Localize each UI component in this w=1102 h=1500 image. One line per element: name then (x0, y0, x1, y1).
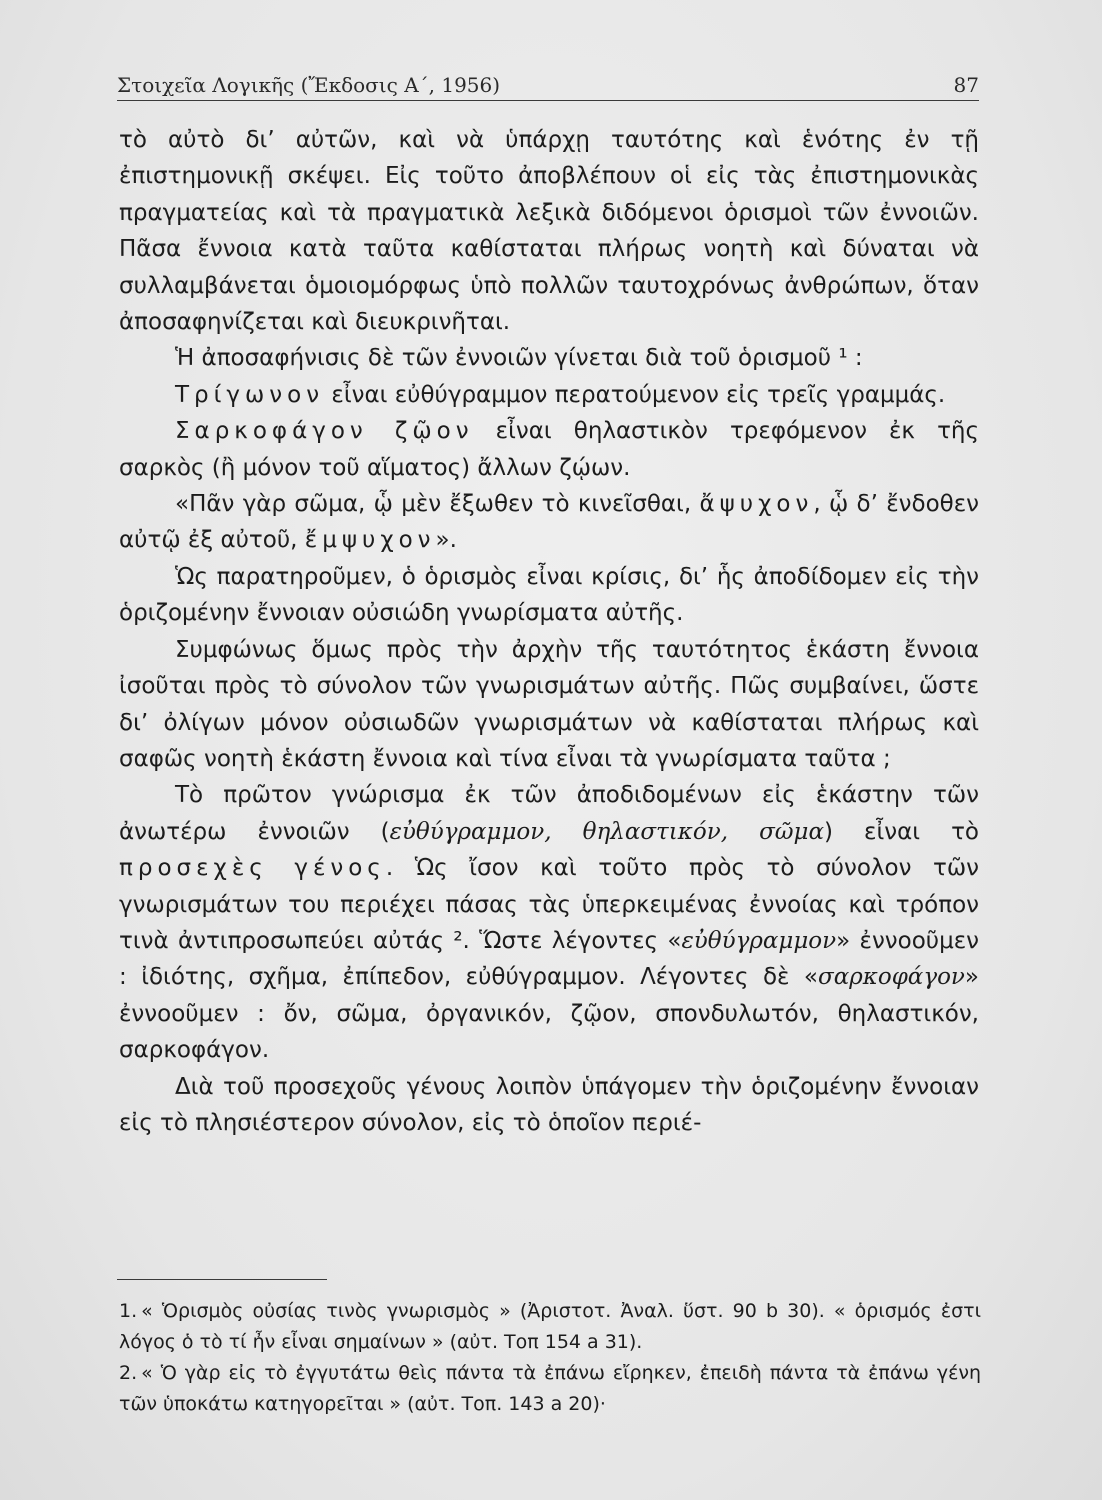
text-run: ) εἶναι τὸ (824, 818, 979, 845)
spaced-word: ἄψυχον (699, 491, 814, 518)
footnotes (119, 1296, 981, 1420)
definition-carnivore (119, 413, 979, 486)
footnote-rule (117, 1279, 327, 1280)
italic-run: εὐθύγραμμον, θηλαστικόν, σῶμα (389, 818, 824, 845)
text-run: Τὸ πρῶτον γνώρισμα ἐκ τῶν ἀποδιδομένων εἰς ἑκάστην τῶν ἀνωτέρω ἐννοιῶν ( (119, 782, 979, 845)
paragraph-6: Ὡς παρατηροῦμεν, ὁ ὁρισμὸς εἶναι κρίσις, δι’ ἧς ἀποδίδομεν εἰς τὴν ὁριζομένην ἔννοιαν οὐσιώδη γνωρίσματα αὐτῆς. (119, 563, 979, 627)
quote-text: ». (435, 527, 457, 554)
page-number: 87 (953, 73, 979, 97)
spaced-word: ἔμψυχον (304, 527, 436, 554)
definition-text: εἶναι εὐθύγραμμον περατούμενον εἰς τρεῖς γραμμάς. (324, 381, 946, 408)
paragraph-8 (119, 777, 979, 1068)
footnote-2 (119, 1358, 981, 1420)
text-run: . Ὡς ἴσον καὶ τοῦτο πρὸς τὸ σύνολον τῶν γνωρισμάτων του περιέχει πάσας τὰς ὑπερκειμένας ἐννοίας καὶ τρόπον τινὰ ἀντιπροσωπεύει αὐτάς ². Ὥστε λέγοντες « (119, 855, 979, 954)
footnote-number: 1. (119, 1300, 138, 1322)
footnote-text: « Ὁ γὰρ εἰς τὸ ἐγγυτάτω θεὶς πάντα τὰ ἐπάνω εἴρηκεν, ἐπειδὴ πάντα τὰ ἐπάνω γένη τῶν ὑποκάτω κατηγορεῖται » (αὐτ. Τοπ. 143 a 20)· (119, 1362, 981, 1415)
footnote-1 (119, 1296, 981, 1358)
body-text (119, 122, 979, 1141)
footnote-number: 2. (119, 1362, 138, 1384)
paragraph-1: τὸ αὐτὸ δι’ αὐτῶν, καὶ νὰ ὑπάρχῃ ταυτότης καὶ ἑνότης ἐν τῇ ἐπιστημονικῇ σκέψει. Εἰς τοῦτο ἀποβλέπουν οἱ εἰς τὰς ἐπιστημονικὰς πραγματείας καὶ τὰ πραγματικὰ λεξικὰ διδόμενοι ὁρισμοὶ τῶν ἐννοιῶν. Πᾶσα ἔννοια κατὰ ταῦτα καθίσταται πλήρως νοητὴ καὶ δύναται νὰ συλλαμβάνεται ὁμοιομόρφως ὑπὸ πολλῶν ταυτοχρόνως ἀνθρώπων, ὅταν ἀποσαφηνίζεται καὶ διευκρινῆται. (119, 127, 979, 336)
definition-triangle (119, 377, 979, 413)
quote-text: «Πᾶν γὰρ σῶμα, ᾧ μὲν ἔξωθεν τὸ κινεῖσθαι, (175, 491, 700, 518)
footnote-text: « Ὁρισμὸς οὐσίας τινὸς γνωρισμὸς » (Ἀριστοτ. Ἀναλ. ὕστ. 90 b 30). « ὁρισμός ἐστι λόγος ὁ τὸ τί ἦν εἶναι σημαίνων » (αὐτ. Τοπ 154 a 31). (119, 1300, 981, 1353)
paragraph-2: Ἡ ἀποσαφήνισις δὲ τῶν ἐννοιῶν γίνεται διὰ τοῦ ὁρισμοῦ ¹ : (175, 345, 863, 372)
italic-run: σαρκοφάγον (818, 964, 965, 991)
text-run: » ἐννοοῦμεν : ἰδιότης, σχῆμα, ἐπίπεδον, εὐθύγραμμον. Λέγοντες δὲ « (119, 927, 979, 991)
paragraph-9: Διὰ τοῦ προσεχοῦς γένους λοιπὸν ὑπάγομεν τὴν ὁριζομένην ἔννοιαν εἰς τὸ πλησιέστερον σύνολον, εἰς τὸ ὁποῖον περιέ- (119, 1073, 979, 1136)
spaced-word: προσεχὲς γένος (119, 855, 386, 882)
header-title: Στοιχεῖα Λογικῆς (Ἔκδοσις Α΄, 1956) (117, 73, 501, 97)
quote-text: , ᾧ δ’ ἔνδοθεν αὐτῷ ἐξ αὐτοῦ, (119, 491, 979, 554)
defined-term: Σαρκοφάγον ζῷον (175, 418, 474, 445)
defined-term: Τρίγωνον (175, 381, 325, 408)
header-rule (117, 100, 979, 101)
definition-text: εἶναι θηλαστικὸν τρεφόμενον ἐκ τῆς σαρκὸς (ἢ μόνον τοῦ αἵματος) ἄλλων ζῴων. (119, 418, 980, 481)
italic-run: εὐθύγραμμον (681, 927, 837, 954)
text-run: » ἐννοοῦμεν : ὄν, σῶμα, ὀργανικόν, ζῷον, σπονδυλωτόν, θηλαστικόν, σαρκοφάγον. (119, 964, 979, 1064)
aristotle-quote (119, 486, 979, 559)
paragraph-7: Συμφώνως ὅμως πρὸς τὴν ἀρχὴν τῆς ταυτότητος ἑκάστη ἔννοια ἰσοῦται πρὸς τὸ σύνολον τῶν γνωρισμάτων αὐτῆς. Πῶς συμβαίνει, ὥστε δι’ ὀλίγων μόνον οὐσιωδῶν γνωρισμάτων νὰ καθίσταται πλήρως καὶ σαφῶς νοητὴ ἑκάστη ἔννοια καὶ τίνα εἶναι τὰ γνωρίσματα ταῦτα ; (119, 636, 979, 772)
